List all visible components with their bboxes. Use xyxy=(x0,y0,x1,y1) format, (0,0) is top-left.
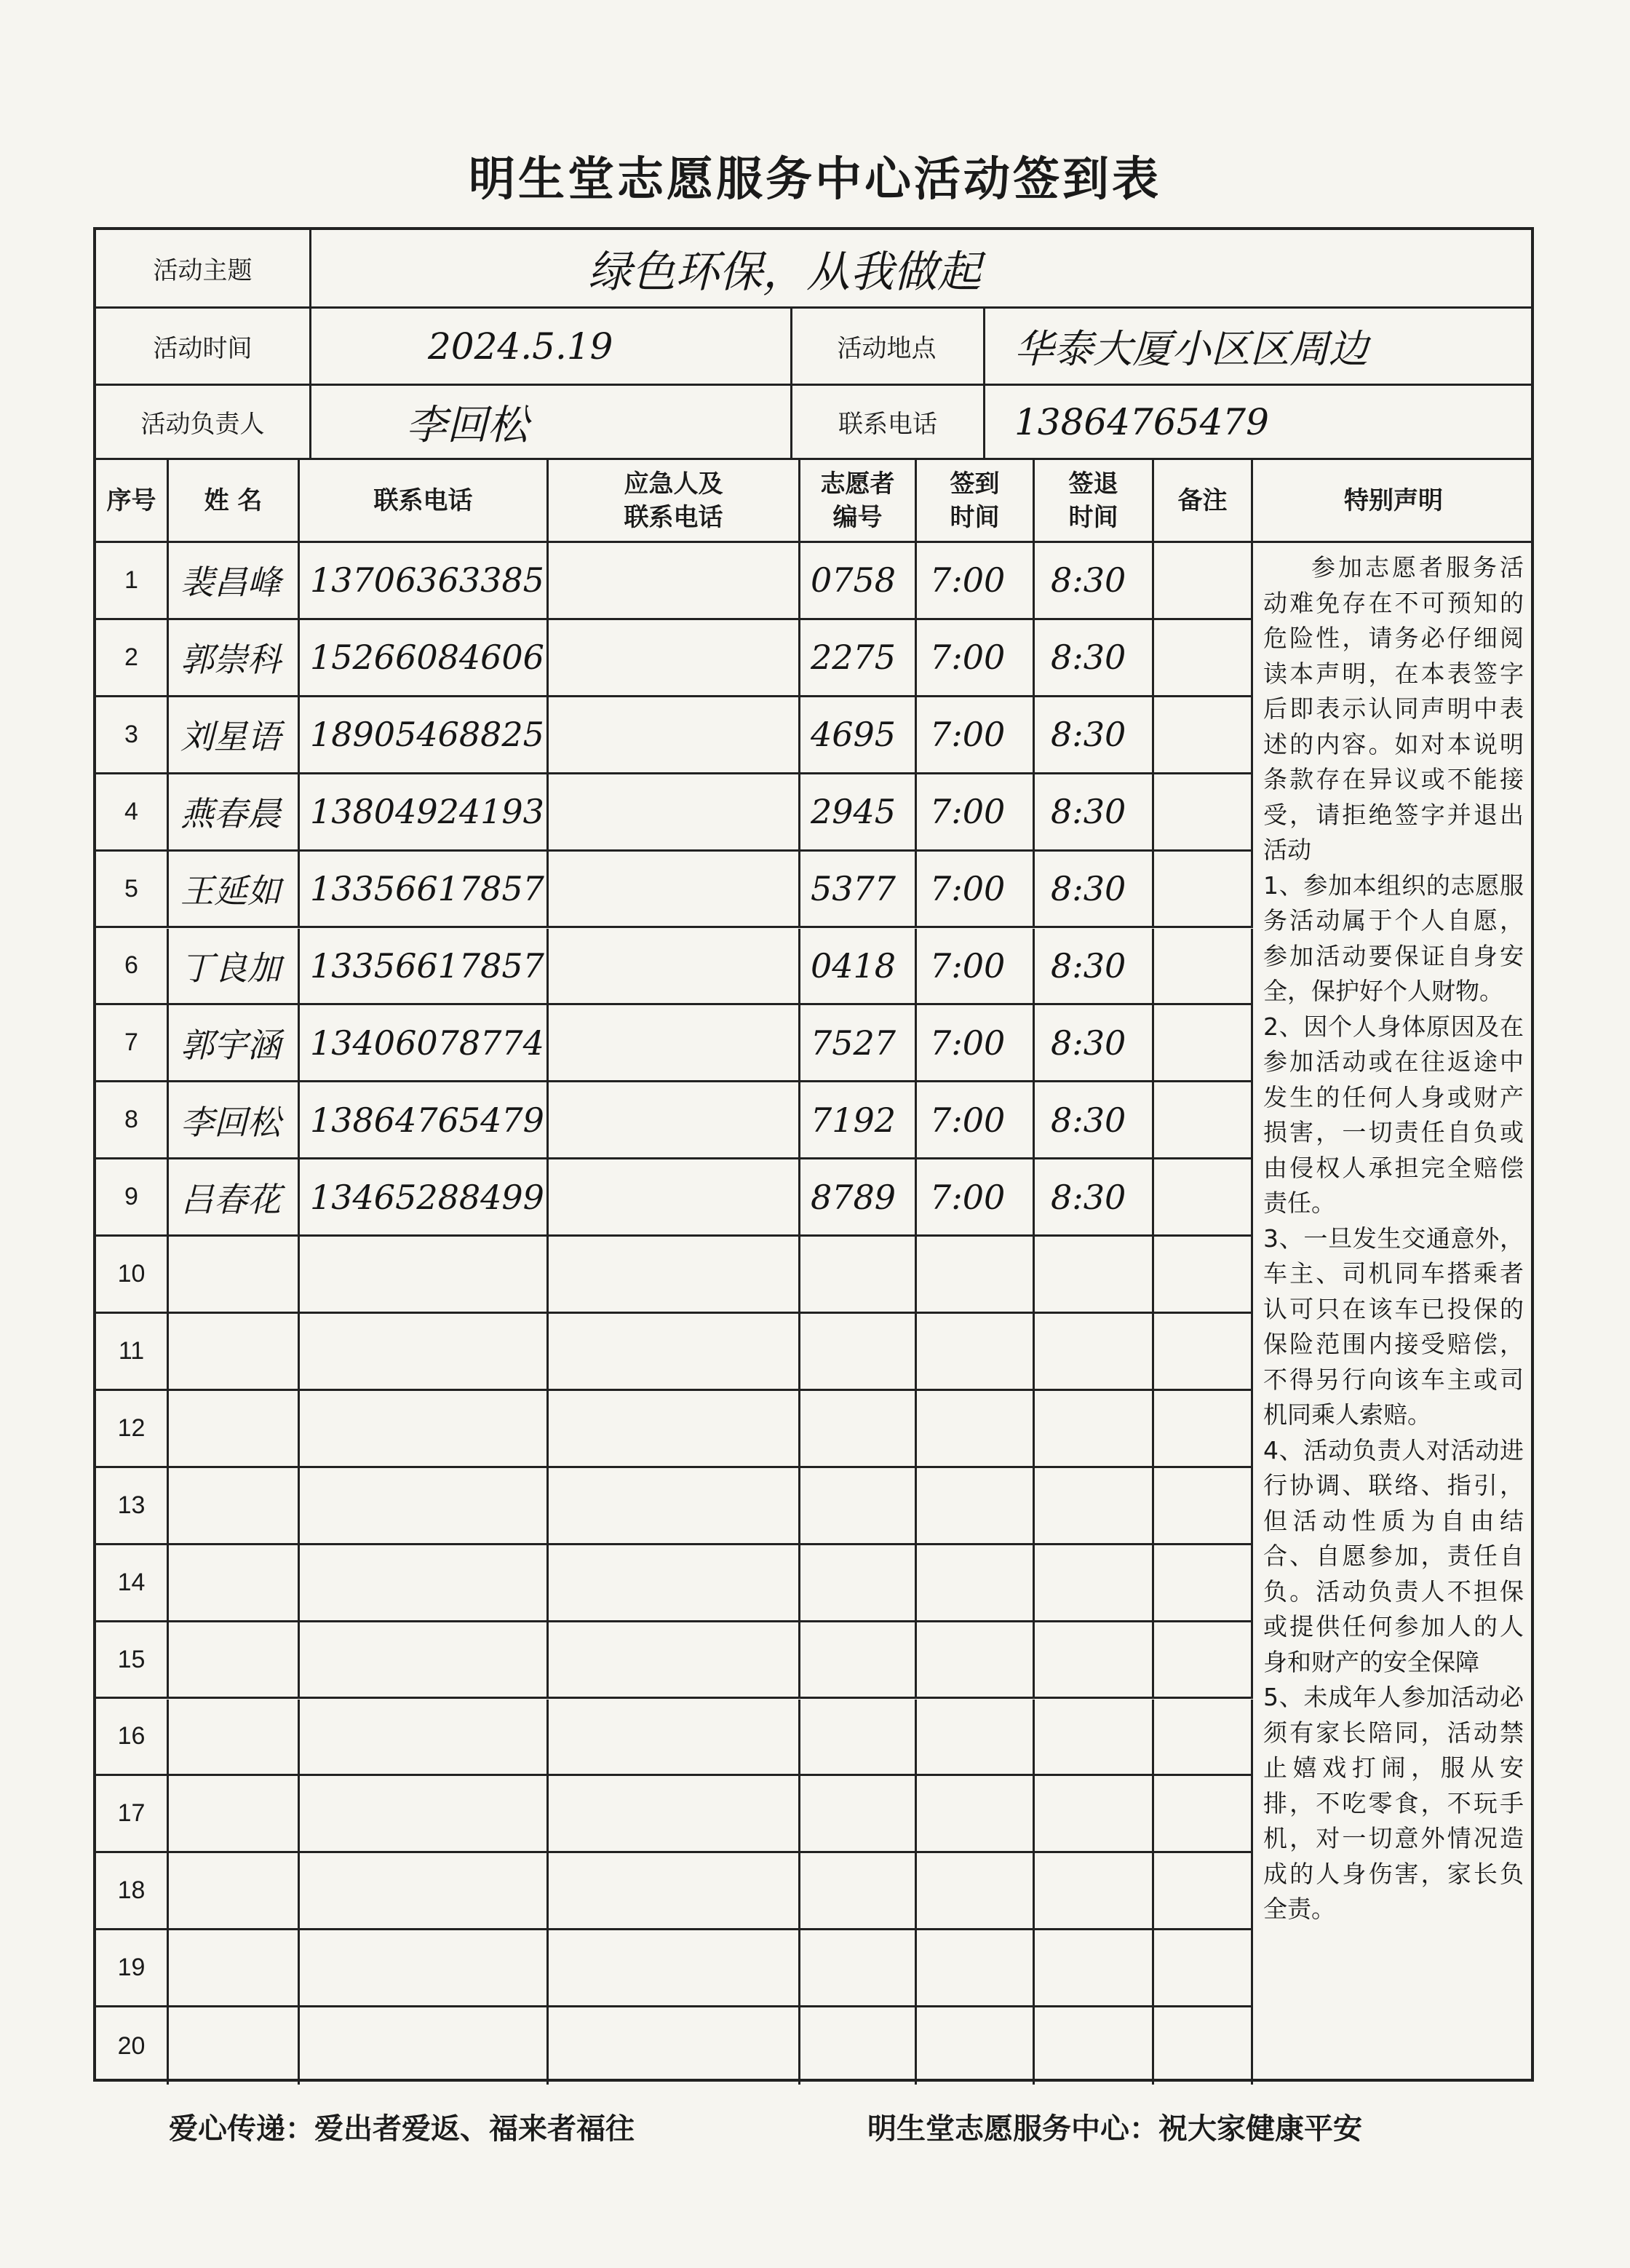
row-checkout xyxy=(1035,1930,1154,2005)
declaration-item-5: 5、未成年人参加活动必须有家长陪同，活动禁止嬉戏打闹，服从安排，不吃零食，不玩手机，对一切意外情况造成的人身伤害，家长负全责。 xyxy=(1263,1683,1524,1923)
row-remark xyxy=(1154,1082,1253,1157)
row-checkout xyxy=(1035,1700,1154,1775)
row-volunteer-no xyxy=(800,1700,917,1775)
row-checkin xyxy=(917,1468,1035,1543)
row-phone: 13356617857 xyxy=(300,852,549,927)
row-checkout: 8:30 xyxy=(1035,1005,1154,1080)
row-checkout xyxy=(1035,1776,1154,1851)
row-emergency xyxy=(549,1468,800,1543)
phone-label: 联系电话 xyxy=(790,386,985,458)
row-volunteer-no xyxy=(800,1853,917,1928)
row-checkin xyxy=(917,1391,1035,1466)
row-checkin: 7:00 xyxy=(917,1005,1035,1080)
row-phone xyxy=(300,2007,549,2085)
row-phone: 13706363385 xyxy=(300,543,549,618)
table-row xyxy=(96,1005,1253,1082)
theme-value: 绿色环保，从我做起 xyxy=(588,246,981,298)
row-name: 丁良加 xyxy=(169,929,300,1004)
row-checkout xyxy=(1035,2007,1154,2085)
footer-right: 明生堂志愿服务中心：祝大家健康平安 xyxy=(867,2112,1362,2146)
leader-phone-row xyxy=(96,386,1531,460)
row-checkin: 7:00 xyxy=(917,929,1035,1004)
table-row xyxy=(96,543,1253,620)
row-checkin: 7:00 xyxy=(917,1082,1035,1157)
row-volunteer-no xyxy=(800,1622,917,1697)
row-volunteer-no: 5377 xyxy=(800,852,917,927)
table-row xyxy=(96,697,1253,774)
row-phone: 15266084606 xyxy=(300,620,549,695)
row-remark xyxy=(1154,697,1253,772)
col-phone: 联系电话 xyxy=(300,460,549,541)
row-volunteer-no: 0758 xyxy=(800,543,917,618)
row-emergency xyxy=(549,543,800,618)
row-index: 1 xyxy=(96,543,169,618)
row-emergency xyxy=(549,1776,800,1851)
row-name: 刘星语 xyxy=(169,697,300,772)
row-index: 5 xyxy=(96,852,169,927)
row-checkout xyxy=(1035,1314,1154,1389)
row-checkin: 7:00 xyxy=(917,774,1035,849)
row-checkout xyxy=(1035,1853,1154,1928)
row-name xyxy=(169,1700,300,1775)
row-remark xyxy=(1154,1005,1253,1080)
row-checkin xyxy=(917,1930,1035,2005)
row-name xyxy=(169,1391,300,1466)
row-remark xyxy=(1154,620,1253,695)
row-checkin xyxy=(917,1622,1035,1697)
row-checkin xyxy=(917,2007,1035,2085)
row-emergency xyxy=(549,1005,800,1080)
row-name xyxy=(169,1853,300,1928)
row-phone xyxy=(300,1391,549,1466)
row-phone: 13465288499 xyxy=(300,1159,549,1234)
row-emergency xyxy=(549,1545,800,1620)
row-index: 9 xyxy=(96,1159,169,1234)
row-checkout: 8:30 xyxy=(1035,1082,1154,1157)
row-volunteer-no xyxy=(800,1776,917,1851)
col-checkout: 签退 时间 xyxy=(1035,460,1154,541)
row-checkin xyxy=(917,1700,1035,1775)
row-emergency xyxy=(549,1391,800,1466)
theme-label: 活动主题 xyxy=(96,230,311,306)
row-index: 11 xyxy=(96,1314,169,1389)
row-checkout: 8:30 xyxy=(1035,852,1154,927)
footer-left: 爱心传递：爱出者爱返、福来者福往 xyxy=(169,2112,635,2146)
row-phone: 18905468825 xyxy=(300,697,549,772)
table-row xyxy=(96,1237,1253,1314)
place-value: 华泰大厦小区区周边 xyxy=(1014,326,1368,372)
row-volunteer-no: 2275 xyxy=(800,620,917,695)
row-remark xyxy=(1154,929,1253,1004)
row-index: 6 xyxy=(96,929,169,1004)
col-index: 序号 xyxy=(96,460,169,541)
row-remark xyxy=(1154,1159,1253,1234)
row-remark xyxy=(1154,1237,1253,1312)
row-phone: 13864765479 xyxy=(300,1082,549,1157)
form-title: 明生堂志愿服务中心活动签到表 xyxy=(469,153,1161,207)
row-remark xyxy=(1154,852,1253,927)
declaration-item-3: 3、一旦发生交通意外，车主、司机同车搭乘者认可只在该车已投保的保险范围内接受赔偿，不得另行向该车主或司机同乘人索赔。 xyxy=(1263,1224,1524,1429)
row-volunteer-no xyxy=(800,1314,917,1389)
row-emergency xyxy=(549,1314,800,1389)
row-checkin: 7:00 xyxy=(917,852,1035,927)
leader-value: 李回松 xyxy=(406,401,528,449)
row-volunteer-no xyxy=(800,1545,917,1620)
table-row xyxy=(96,929,1253,1006)
row-index: 10 xyxy=(96,1237,169,1312)
row-volunteer-no: 4695 xyxy=(800,697,917,772)
row-name: 王延如 xyxy=(169,852,300,927)
column-header-row xyxy=(96,460,1531,543)
table-row xyxy=(96,774,1253,852)
row-volunteer-no: 0418 xyxy=(800,929,917,1004)
row-index: 18 xyxy=(96,1853,169,1928)
row-checkin: 7:00 xyxy=(917,697,1035,772)
row-index: 4 xyxy=(96,774,169,849)
row-volunteer-no: 8789 xyxy=(800,1159,917,1234)
col-emergency: 应急人及 联系电话 xyxy=(549,460,800,541)
row-index: 14 xyxy=(96,1545,169,1620)
table-row xyxy=(96,1622,1253,1700)
table-row xyxy=(96,1468,1253,1545)
row-phone xyxy=(300,1237,549,1312)
row-checkout xyxy=(1035,1237,1154,1312)
row-name xyxy=(169,1930,300,2005)
table-row xyxy=(96,1930,1253,2007)
row-name: 裴昌峰 xyxy=(169,543,300,618)
row-volunteer-no xyxy=(800,1930,917,2005)
row-emergency xyxy=(549,852,800,927)
row-checkin xyxy=(917,1237,1035,1312)
row-phone: 13406078774 xyxy=(300,1005,549,1080)
row-name: 郭宇涵 xyxy=(169,1005,300,1080)
row-checkout xyxy=(1035,1468,1154,1543)
row-checkout xyxy=(1035,1622,1154,1697)
theme-row xyxy=(96,230,1531,309)
phone-value: 13864765479 xyxy=(1014,400,1269,443)
declaration-item-2: 2、因个人身体原因及在参加活动或在往返途中发生的任何人身或财产损害，一切责任自负或由侵权人承担完全赔偿责任。 xyxy=(1263,1012,1524,1217)
row-volunteer-no: 2945 xyxy=(800,774,917,849)
row-checkin xyxy=(917,1314,1035,1389)
row-index: 3 xyxy=(96,697,169,772)
table-row xyxy=(96,2007,1253,2085)
row-emergency xyxy=(549,1700,800,1775)
row-phone xyxy=(300,1622,549,1697)
row-index: 8 xyxy=(96,1082,169,1157)
row-index: 12 xyxy=(96,1391,169,1466)
table-row xyxy=(96,1776,1253,1853)
time-label: 活动时间 xyxy=(96,309,311,384)
row-remark xyxy=(1154,1700,1253,1775)
row-checkin xyxy=(917,1776,1035,1851)
row-checkout xyxy=(1035,1391,1154,1466)
row-name xyxy=(169,1622,300,1697)
row-phone xyxy=(300,1776,549,1851)
row-phone xyxy=(300,1930,549,2005)
row-remark xyxy=(1154,774,1253,849)
row-index: 15 xyxy=(96,1622,169,1697)
row-name xyxy=(169,1545,300,1620)
row-phone xyxy=(300,1545,549,1620)
row-checkin: 7:00 xyxy=(917,1159,1035,1234)
row-name xyxy=(169,1237,300,1312)
row-phone xyxy=(300,1853,549,1928)
row-remark xyxy=(1154,1545,1253,1620)
row-remark xyxy=(1154,1468,1253,1543)
table-row xyxy=(96,852,1253,929)
row-phone xyxy=(300,1700,549,1775)
row-volunteer-no xyxy=(800,1391,917,1466)
time-place-row xyxy=(96,309,1531,386)
row-emergency xyxy=(549,2007,800,2085)
row-volunteer-no: 7192 xyxy=(800,1082,917,1157)
row-emergency xyxy=(549,1082,800,1157)
row-checkout: 8:30 xyxy=(1035,620,1154,695)
row-remark xyxy=(1154,1853,1253,1928)
row-phone: 13356617857 xyxy=(300,929,549,1004)
row-remark xyxy=(1154,1314,1253,1389)
row-name: 李回松 xyxy=(169,1082,300,1157)
col-checkin: 签到 时间 xyxy=(917,460,1035,541)
row-volunteer-no xyxy=(800,1237,917,1312)
row-name xyxy=(169,1468,300,1543)
row-volunteer-no xyxy=(800,1468,917,1543)
row-checkin xyxy=(917,1545,1035,1620)
row-phone: 13804924193 xyxy=(300,774,549,849)
row-remark xyxy=(1154,2007,1253,2085)
row-emergency xyxy=(549,1237,800,1312)
row-emergency xyxy=(549,774,800,849)
row-emergency xyxy=(549,620,800,695)
row-checkout: 8:30 xyxy=(1035,543,1154,618)
row-volunteer-no: 7527 xyxy=(800,1005,917,1080)
row-phone xyxy=(300,1314,549,1389)
time-value: 2024.5.19 xyxy=(428,325,613,368)
table-row xyxy=(96,1082,1253,1159)
row-remark xyxy=(1154,543,1253,618)
row-index: 2 xyxy=(96,620,169,695)
table-row xyxy=(96,1159,1253,1237)
row-emergency xyxy=(549,929,800,1004)
row-checkout: 8:30 xyxy=(1035,929,1154,1004)
row-remark xyxy=(1154,1622,1253,1697)
row-emergency xyxy=(549,697,800,772)
row-index: 7 xyxy=(96,1005,169,1080)
table-row xyxy=(96,1700,1253,1777)
row-name xyxy=(169,2007,300,2085)
row-phone xyxy=(300,1468,549,1543)
row-remark xyxy=(1154,1930,1253,2005)
col-volunteer-no: 志愿者 编号 xyxy=(800,460,917,541)
row-index: 20 xyxy=(96,2007,169,2085)
row-emergency xyxy=(549,1159,800,1234)
row-checkin xyxy=(917,1853,1035,1928)
row-emergency xyxy=(549,1930,800,2005)
row-checkout: 8:30 xyxy=(1035,1159,1154,1234)
row-checkout xyxy=(1035,1545,1154,1620)
declaration-item-4: 4、活动负责人对活动进行协调、联络、指引，但活动性质为自由结合、自愿参加，责任自负。活动负责人不担保或提供任何参加人的人身和财产的安全保障 xyxy=(1263,1435,1524,1676)
col-remark: 备注 xyxy=(1154,460,1253,541)
place-label: 活动地点 xyxy=(790,309,985,384)
declaration-intro: 参加志愿者服务活动难免存在不可预知的危险性，请务必仔细阅读本声明，在本表签字后即表示认同声明中表述的内容。如对本说明条款存在异议或不能接受，请拒绝签字并退出活动 xyxy=(1263,553,1524,864)
row-remark xyxy=(1154,1391,1253,1466)
table-row xyxy=(96,1545,1253,1622)
row-volunteer-no xyxy=(800,2007,917,2085)
table-row xyxy=(96,1853,1253,1930)
row-name: 吕春花 xyxy=(169,1159,300,1234)
sign-in-sheet xyxy=(93,227,1534,2082)
row-name: 燕春晨 xyxy=(169,774,300,849)
col-declaration: 特别声明 xyxy=(1344,485,1443,515)
table-row xyxy=(96,620,1253,697)
row-emergency xyxy=(549,1853,800,1928)
leader-label: 活动负责人 xyxy=(96,386,311,458)
row-index: 16 xyxy=(96,1700,169,1775)
row-checkin: 7:00 xyxy=(917,543,1035,618)
row-checkout: 8:30 xyxy=(1035,774,1154,849)
row-emergency xyxy=(549,1622,800,1697)
col-name: 姓 名 xyxy=(169,460,300,541)
row-name xyxy=(169,1314,300,1389)
row-checkin: 7:00 xyxy=(917,620,1035,695)
row-name: 郭崇科 xyxy=(169,620,300,695)
row-remark xyxy=(1154,1776,1253,1851)
row-index: 17 xyxy=(96,1776,169,1851)
row-name xyxy=(169,1776,300,1851)
declaration-item-1: 1、参加本组织的志愿服务活动属于个人自愿，参加活动要保证自身安全，保护好个人财物。 xyxy=(1263,871,1524,1005)
row-index: 19 xyxy=(96,1930,169,2005)
table-row xyxy=(96,1314,1253,1391)
row-index: 13 xyxy=(96,1468,169,1543)
row-checkout: 8:30 xyxy=(1035,697,1154,772)
table-row xyxy=(96,1391,1253,1468)
special-declaration xyxy=(1253,543,1534,2079)
